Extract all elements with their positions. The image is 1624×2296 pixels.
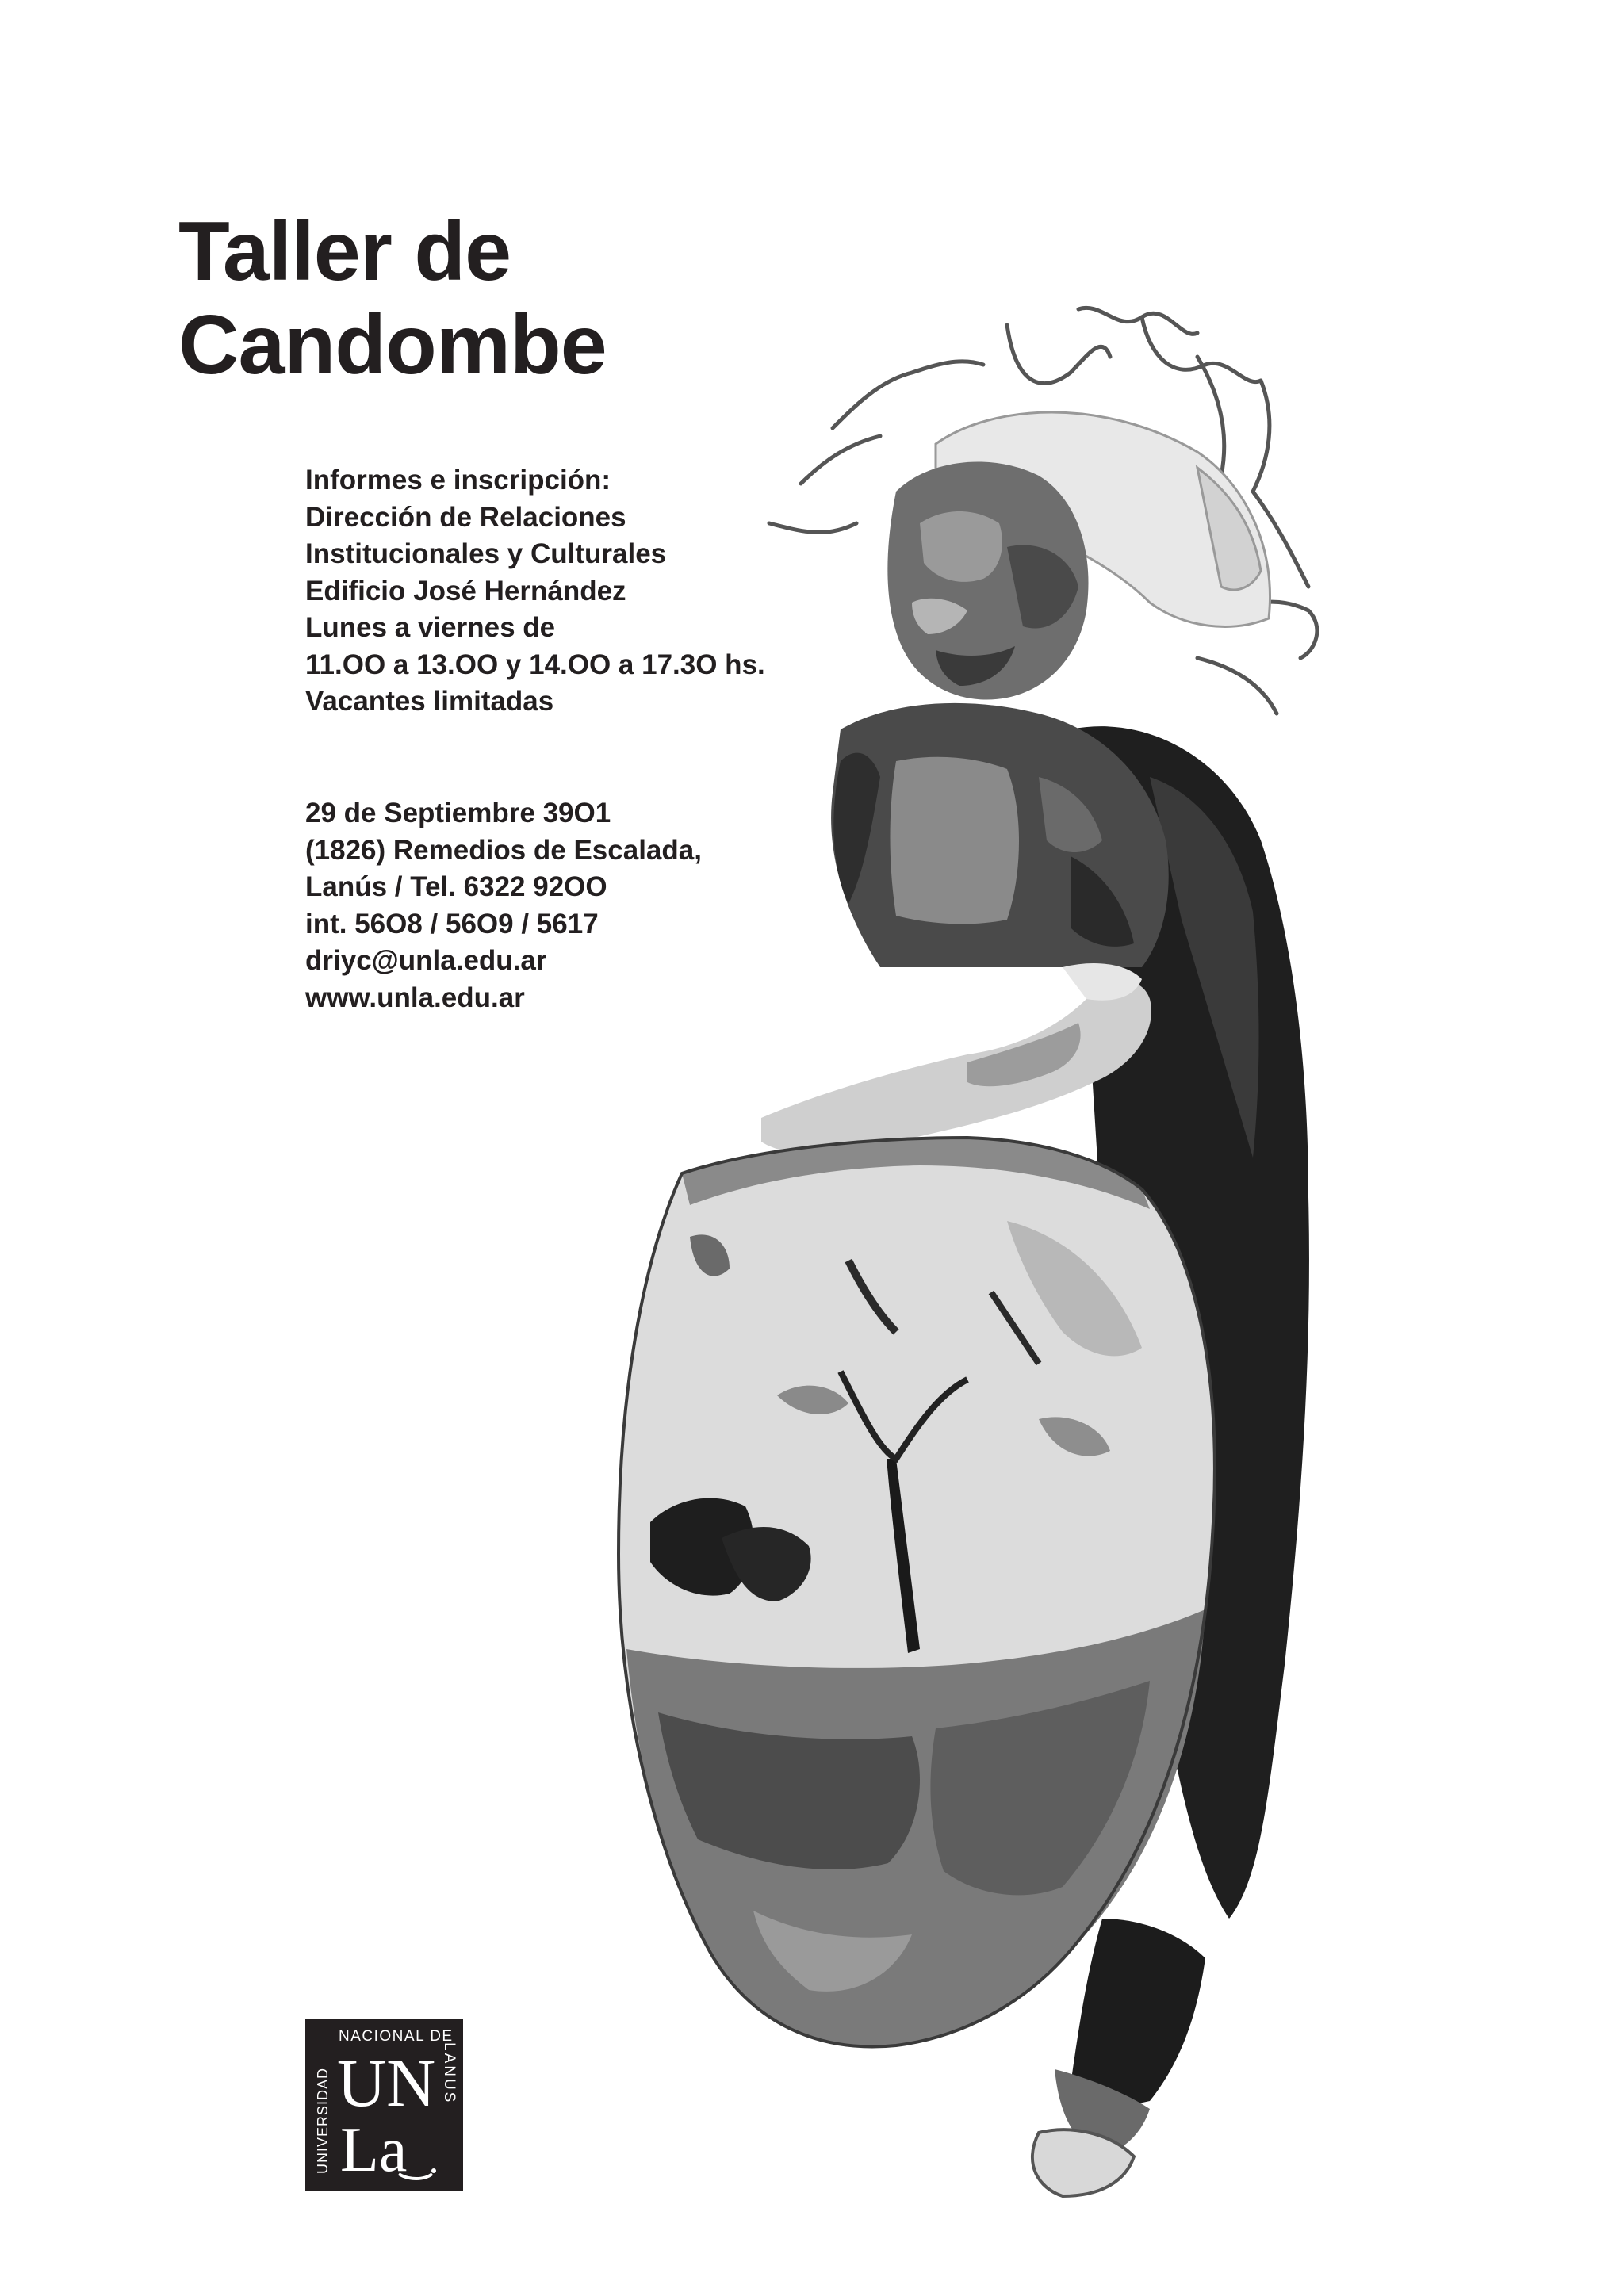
info-line: 11.OO a 13.OO y 14.OO a 17.3O hs. bbox=[305, 649, 765, 680]
address-line: 29 de Septiembre 39O1 bbox=[305, 798, 611, 828]
logo-mark-un: UN bbox=[337, 2045, 436, 2121]
phone-line: Lanús / Tel. 6322 92OO bbox=[305, 871, 607, 902]
extension-line: int. 56O8 / 56O9 / 5617 bbox=[305, 908, 599, 939]
website-line: www.unla.edu.ar bbox=[305, 982, 525, 1013]
drum bbox=[619, 1138, 1215, 2047]
logo-top-text: NACIONAL DE bbox=[339, 2028, 454, 2045]
address-line: (1826) Remedios de Escalada, bbox=[305, 834, 702, 866]
drummer-illustration bbox=[595, 285, 1507, 2204]
logo-side-text: UNIVERSIDAD bbox=[315, 2067, 331, 2174]
unla-logo bbox=[305, 2019, 463, 2191]
info-line: Lunes a viernes de bbox=[305, 612, 556, 643]
title-line-2: Candombe bbox=[178, 298, 607, 392]
poster-title bbox=[178, 205, 607, 392]
head bbox=[887, 462, 1088, 700]
info-line: Informes e inscripción: bbox=[305, 465, 611, 496]
info-line: Institucionales y Culturales bbox=[305, 538, 667, 569]
logo-right-text: LANUS bbox=[441, 2042, 458, 2105]
info-line: Edificio José Hernández bbox=[305, 575, 626, 607]
arm bbox=[761, 963, 1151, 1154]
info-line: Vacantes limitadas bbox=[305, 686, 554, 717]
email-line: driyc@unla.edu.ar bbox=[305, 945, 547, 976]
info-line: Dirección de Relaciones bbox=[305, 501, 626, 533]
logo-mark-la: La bbox=[340, 2115, 408, 2185]
title-line-1: Taller de bbox=[178, 205, 511, 298]
